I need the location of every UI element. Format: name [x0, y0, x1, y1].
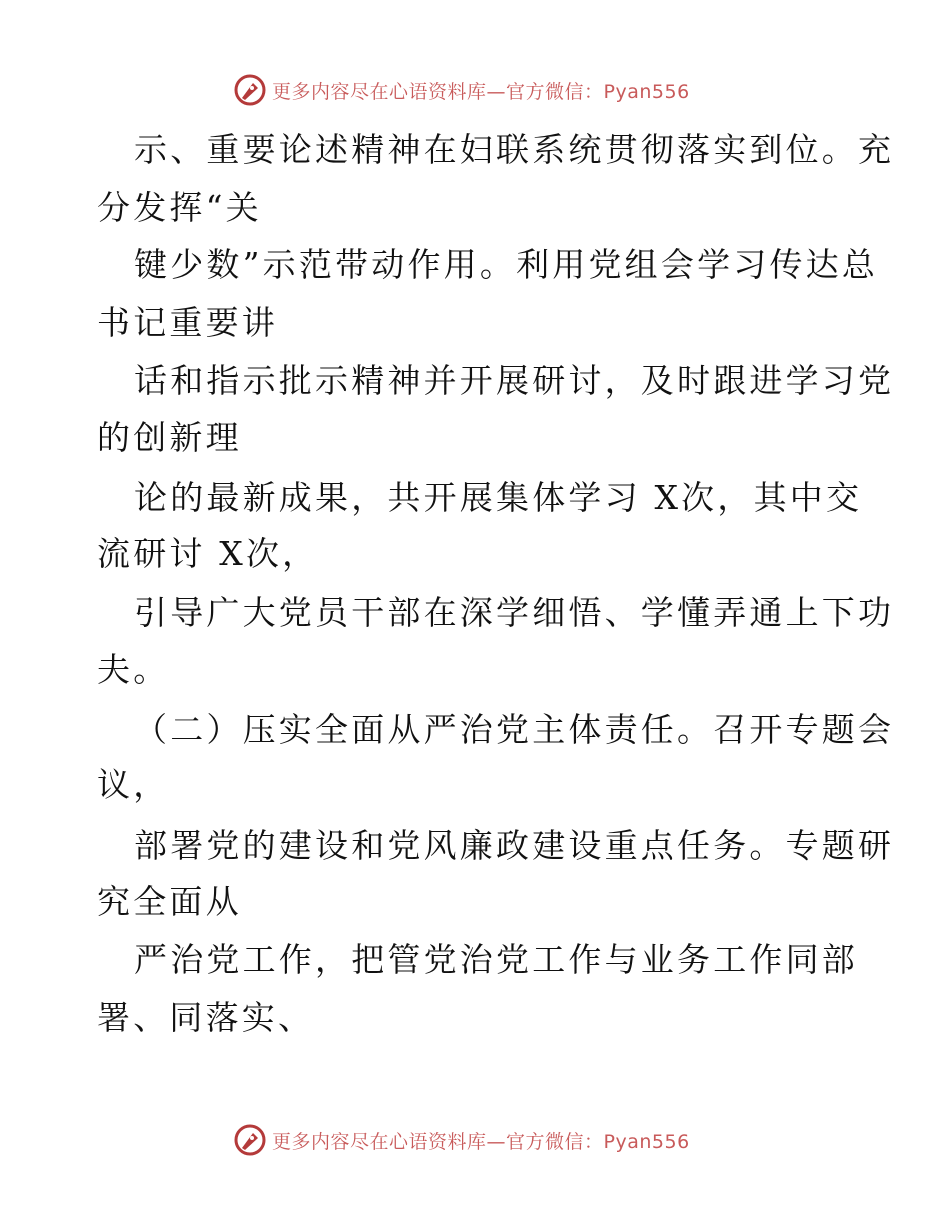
paragraph-line: 究全面从 — [97, 882, 242, 921]
paragraph-line: 夫。 — [97, 650, 170, 689]
paragraph-line: 论的最新成果，共开展集体学习 X次，其中交 — [134, 478, 863, 517]
paragraph-line: 书记重要讲 — [97, 303, 278, 342]
footer-banner — [233, 1122, 690, 1158]
paragraph-line: （二）压实全面从严治党主体责任。召开专题会 — [134, 710, 895, 749]
paragraph-line: 键少数”示范带动作用。利用党组会学习传达总 — [134, 245, 879, 284]
paragraph-line: 流研讨 X次， — [97, 534, 319, 573]
paragraph-line: 分发挥“关 — [97, 188, 262, 227]
paragraph-line: 的创新理 — [97, 418, 242, 457]
pen-nib-logo-icon — [233, 1123, 267, 1157]
footer-banner-text: 更多内容尽在心语资料库—官方微信：Pyan556 — [272, 1130, 690, 1153]
header-banner-text: 更多内容尽在心语资料库—官方微信：Pyan556 — [272, 80, 690, 103]
pen-nib-logo-icon — [233, 73, 267, 107]
paragraph-line: 议， — [97, 765, 170, 804]
paragraph-line: 引导广大党员干部在深学细悟、学懂弄通上下功 — [134, 593, 895, 632]
header-banner — [233, 72, 690, 108]
paragraph-line: 部署党的建设和党风廉政建设重点任务。专题研 — [134, 826, 895, 865]
paragraph-line: 话和指示批示精神并开展研讨，及时跟进学习党 — [134, 361, 895, 400]
paragraph-line: 示、重要论述精神在妇联系统贯彻落实到位。充 — [134, 130, 895, 169]
paragraph-line: 严治党工作，把管党治党工作与业务工作同部 — [134, 940, 858, 979]
paragraph-line: 署、同落实、 — [97, 998, 315, 1037]
